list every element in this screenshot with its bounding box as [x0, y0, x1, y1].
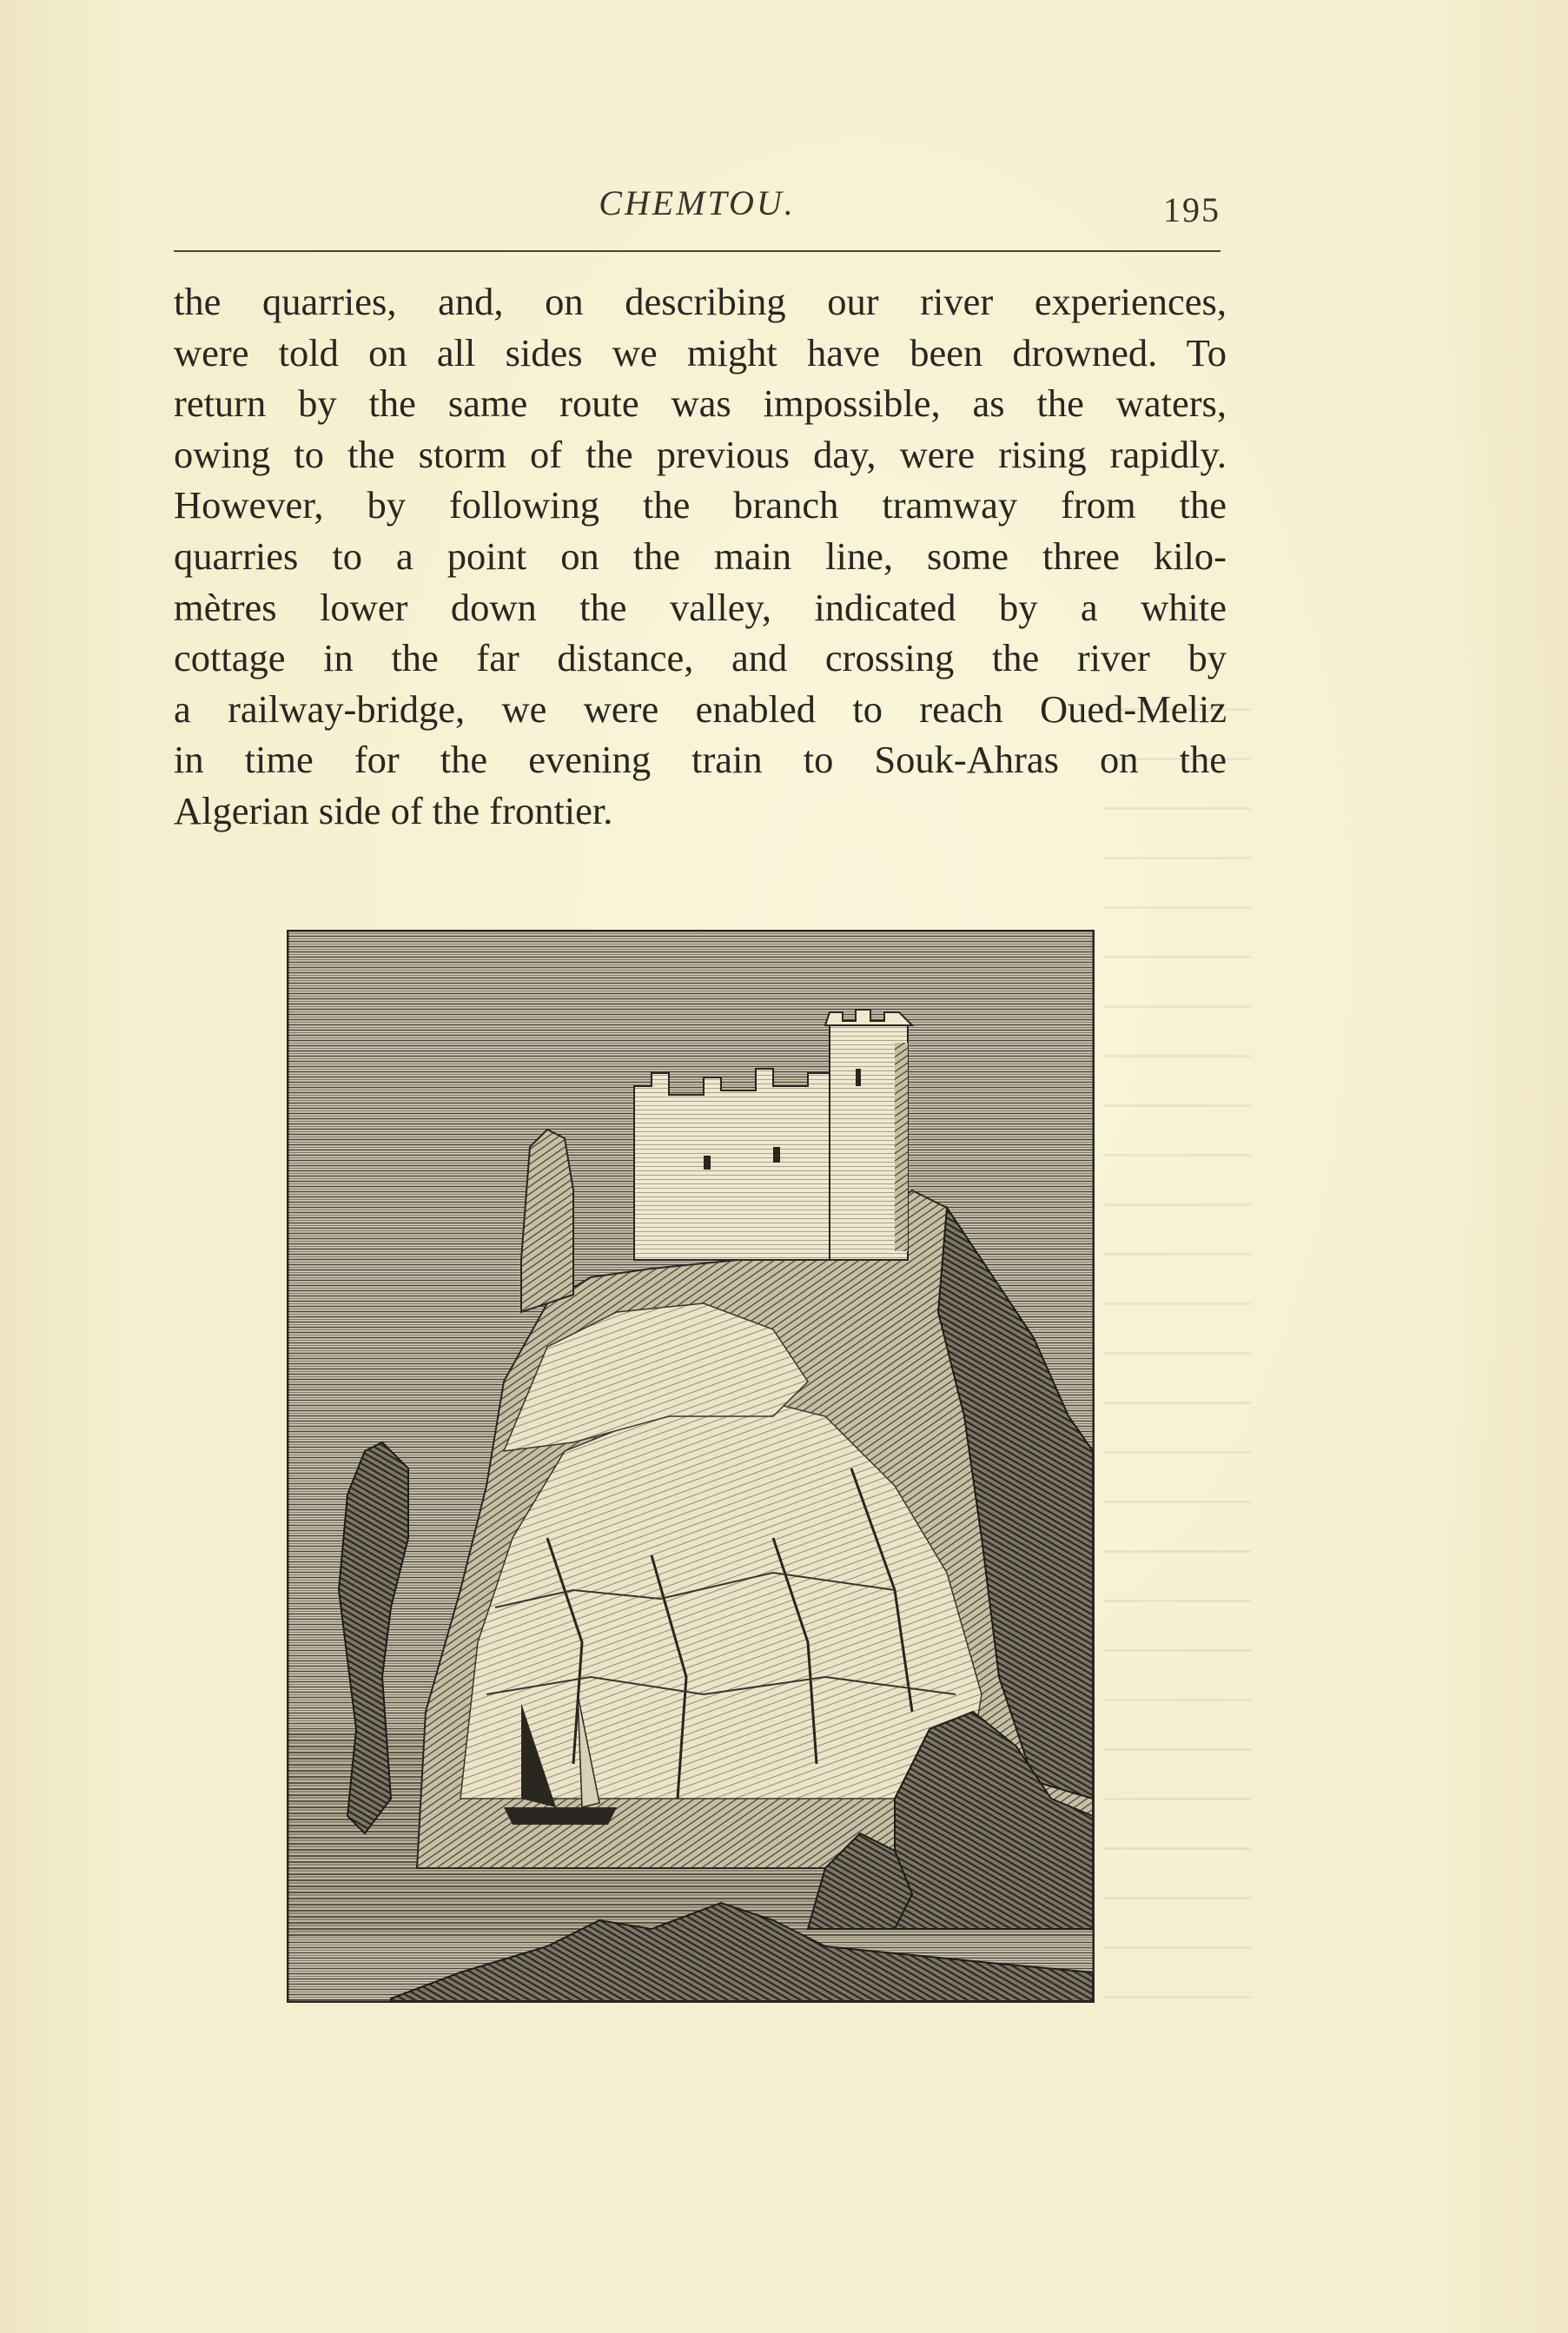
page-number: 195 [1163, 190, 1221, 229]
ruined-pillar [521, 1130, 573, 1312]
header-rule [174, 250, 1221, 252]
body-paragraph [174, 276, 1227, 837]
text-line: owing to the storm of the previous day, were rising rapidly. [174, 432, 1227, 476]
show-through-text [1103, 695, 1251, 1998]
boat-hull [504, 1807, 617, 1825]
castle-on-rock-engraving [287, 930, 1095, 2003]
text-line: in time for the evening train to Souk-Ahras on the [174, 738, 1227, 782]
text-line: mètres lower down the valley, indicated by a white [174, 585, 1227, 629]
text-line: a railway-bridge, we were enabled to reach Oued-Meliz [174, 686, 1227, 731]
text-line: cottage in the far distance, and crossing the river by [174, 636, 1227, 680]
text-line: However, by following the branch tramway from the [174, 483, 1227, 527]
castle-wall [634, 1069, 860, 1260]
text-line: return by the same route was impossible, as the waters, [174, 381, 1227, 426]
text-line: quarries to a point on the main line, some three kilo- [174, 534, 1227, 578]
text-line: Algerian side of the frontier. [174, 788, 613, 832]
running-head [174, 182, 1221, 243]
engraving-illustration [287, 930, 1095, 2003]
text-line: the quarries, and, on describing our river experiences, [174, 280, 1227, 323]
text-line: were told on all sides we might have been drowned. To [174, 330, 1227, 374]
running-title: CHEMTOU. [599, 183, 796, 222]
